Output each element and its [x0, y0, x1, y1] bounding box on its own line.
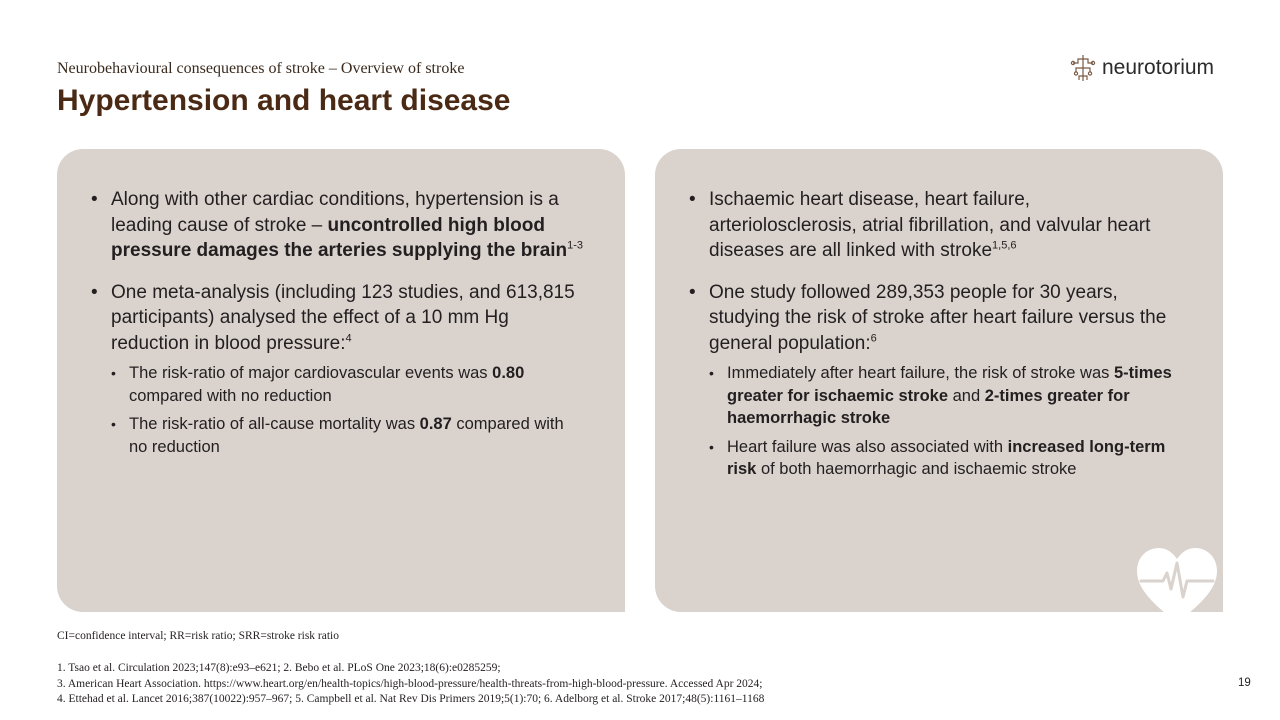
sub-bullet-immediate-risk [709, 362, 1183, 430]
bullet-text: Immediately after heart failure, the risk of stroke was [727, 364, 1114, 382]
bullet-text: Heart failure was also associated with [727, 437, 1008, 456]
bullet-bold-text: 5-times greater for ischaemic stroke [727, 364, 1172, 405]
sub-bullet-list [709, 362, 1183, 481]
bullet-hypertension-cause [91, 187, 585, 264]
bullet-bold-text: uncontrolled high blood pressure damages the arteries supplying the brain [111, 214, 568, 261]
brain-circuit-logo-icon [1070, 53, 1096, 83]
citation-superscript: 1-3 [567, 239, 584, 252]
reference-line: 1. Tsao et al. Circulation 2023;147(8):e93–e621; 2. Bebo et al. PLoS One 2023;18(6):e0285259; [57, 662, 501, 674]
slide-title: Hypertension and heart disease [57, 84, 511, 117]
bullet-text: One meta-analysis (including 123 studies, and 613,815 participants) analysed the effect of a 10 mm Hg reduction in blood pressure: [111, 281, 575, 354]
bullet-text: Along with other cardiac conditions, hypertension is a leading cause of stroke – [111, 189, 559, 236]
heart-ecg-icon [1133, 545, 1221, 627]
bullet-text: compared with no reduction [129, 386, 332, 405]
logo-text: neurotorium [1102, 56, 1215, 79]
reference-line: 3. American Heart Association. https://www.heart.org/en/health-topics/high-blood-pressure/health-threats-from-high-blood-pressure. Accessed Apr 2024; [57, 677, 763, 690]
bullet-text: of both haemorrhagic and ischaemic stroke [756, 460, 1077, 478]
bullet-meta-analysis [91, 280, 585, 459]
sub-bullet-mortality [111, 413, 585, 458]
sub-bullet-cardiovascular-events [111, 362, 585, 407]
left-content-panel [57, 149, 625, 612]
bullet-text: Ischaemic heart disease, heart failure, arteriolosclerosis, atrial fibrillation, and valvular heart diseases are all linked with stroke [709, 189, 1151, 261]
reference-line: 4. Ettehad et al. Lancet 2016;387(10022):957–967; 5. Campbell et al. Nat Rev Dis Primers 2019;5(1):70; 6. Adelborg et al. Stroke 2017;48(5):1161–1168 [57, 693, 765, 705]
bullet-bold-text: 2-times greater for haemorrhagic stroke [727, 386, 1130, 427]
slide-subtitle: Neurobehavioural consequences of stroke – Overview of stroke [57, 60, 465, 77]
neurotorium-logo [1070, 53, 1214, 83]
bullet-bold-text: increased long-term risk [727, 437, 1166, 478]
citation-superscript: 4 [345, 332, 352, 345]
bullet-text: compared with no reduction [129, 415, 564, 456]
citation-superscript: 6 [870, 332, 877, 345]
bullet-bold-text: 0.87 [419, 415, 452, 433]
bullet-cohort-study [689, 280, 1183, 481]
bullet-text: One study followed 289,353 people for 30 years, studying the risk of stroke after heart failure versus the general population: [709, 281, 1167, 354]
left-bullet-list [91, 187, 585, 458]
sub-bullet-list [111, 362, 585, 458]
citation-superscript: 1,5,6 [992, 239, 1017, 252]
references [57, 661, 764, 708]
bullet-heart-disease-link [689, 187, 1183, 264]
right-bullet-list [689, 187, 1183, 481]
bullet-text: and [948, 386, 985, 405]
bullet-text: The risk-ratio of all-cause mortality was [129, 415, 420, 433]
bullet-bold-text: 0.80 [492, 364, 525, 382]
right-content-panel [655, 149, 1223, 612]
abbreviations: CI=confidence interval; RR=risk ratio; SRR=stroke risk ratio [57, 630, 339, 642]
page-number: 19 [1238, 677, 1251, 689]
bullet-text: The risk-ratio of major cardiovascular events was [129, 364, 493, 382]
sub-bullet-long-term-risk [709, 436, 1183, 481]
